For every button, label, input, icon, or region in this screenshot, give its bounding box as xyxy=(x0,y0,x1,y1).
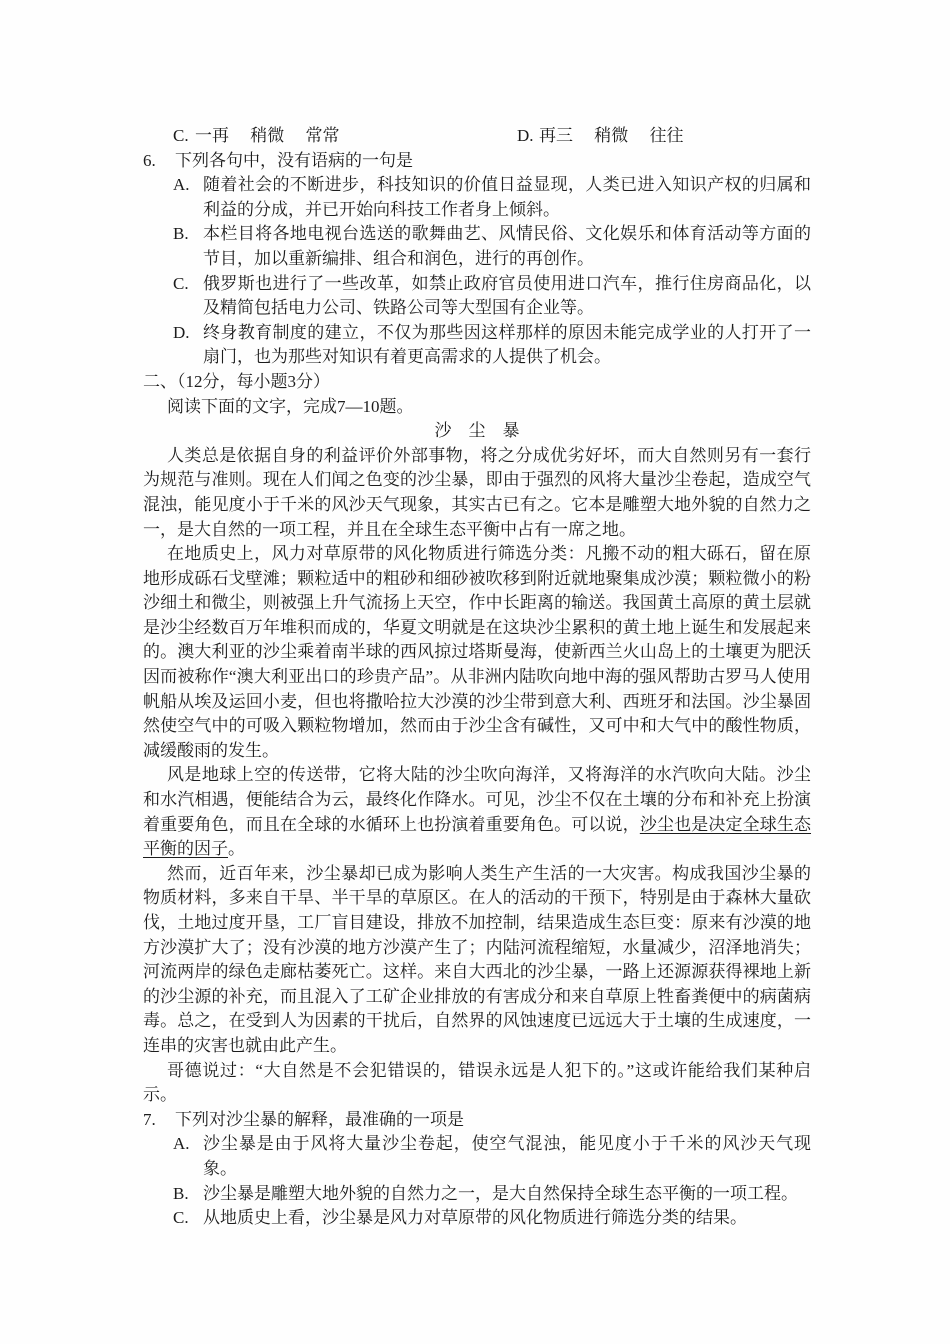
question6-stem-row xyxy=(143,149,811,174)
option-text: 沙尘暴是雕塑大地外貌的自然力之一，是大自然保持全球生态平衡的一项工程。 xyxy=(203,1183,798,1203)
option-text: 终身教育制度的建立，不仅为那些因这样那样的原因未能完成学业的人打开了一扇门，也为那些对知识有着更高需求的人提供了机会。 xyxy=(203,322,811,367)
question7-stem: 下列对沙尘暴的解释，最准确的一项是 xyxy=(175,1109,464,1129)
option-label: C. xyxy=(173,1208,189,1228)
question7-option-a xyxy=(173,1132,811,1181)
article-paragraph-5: 哥德说过：“大自然是不会犯错误的，错误永远是人犯下的。”这或许能给我们某种启示。 xyxy=(143,1060,811,1105)
question7-option-b xyxy=(173,1182,811,1207)
option-label: C. xyxy=(173,273,189,293)
paragraph-text: 。 xyxy=(228,839,245,859)
question6-option-a xyxy=(173,173,811,222)
question6-option-d xyxy=(173,321,811,370)
option-text: 本栏目将各地电视台选送的歌舞曲艺、风情民俗、文化娱乐和体育活动等方面的节目，加以重新编排、组合和润色，进行的再创作。 xyxy=(203,224,811,268)
option-label: A. xyxy=(173,175,190,195)
option-text: 一再 稍微 常常 xyxy=(195,126,340,145)
question6-number: 6. xyxy=(143,150,156,170)
question5-option-c xyxy=(173,124,487,149)
option-label: D. xyxy=(173,322,190,342)
option-label: B. xyxy=(173,1183,189,1203)
option-label: A. xyxy=(173,1134,190,1154)
underlined-phrase: 沙尘也是决定全球生态平衡的因子 xyxy=(143,814,812,859)
article-paragraph-2: 在地质史上，风力对草原带的风化物质进行筛选分类：凡搬不动的粗大砾石，留在原地形成砾石戈壁滩；颗粒适中的粗砂和细砂被吹移到附近就地聚集成沙漠；颗粒微小的粉沙细土和微尘，则被强上升气流扬上天空，作中长距离的输送。我国黄土高原的黄土层就是沙尘经数百万年堆积而成的，华夏文明就是在这块沙尘累积的黄土地上诞生和发展起来的。澳大利亚的沙尘乘着南半球的西风掠过塔斯曼海，使新西兰火山岛上的土壤更为肥沃因而被称作“澳大利亚出口的珍贵产品”。从非洲内陆吹向地中海的强风帮助古罗马人使用帆船从埃及运回小麦，但也将撒哈拉大沙漠的沙尘带到意大利、西班牙和法国。沙尘暴固然使空气中的可吸入颗粒物增加，然而由于沙尘含有碱性，又可中和大气中的酸性物质，减缓酸雨的发生。 xyxy=(143,544,811,760)
option-label: B. xyxy=(173,224,189,244)
question6-option-b xyxy=(173,222,811,271)
option-text: 随着社会的不断进步，科技知识的价值日益显现，人类已进入知识产权的归属和利益的分成，并已开始向科技工作者身上倾斜。 xyxy=(203,175,811,219)
question6-stem: 下列各句中，没有语病的一句是 xyxy=(175,150,413,170)
option-text: 再三 稍微 往往 xyxy=(539,126,684,145)
question6-option-c xyxy=(173,272,811,321)
article-paragraph-1: 人类总是依据自身的利益评价外部事物，将之分成优劣好坏，而大自然则另有一套行为规范与准则。现在人们闻之色变的沙尘暴，即由于强烈的风将大量沙尘卷起，造成空气混浊，能见度小于千米的风沙天气现象，其实古已有之。它本是雕塑大地外貌的自然力之一，是大自然的一项工程，并且在全球生态平衡中占有一席之地。 xyxy=(143,445,811,539)
article-paragraph-4: 然而，近百年来，沙尘暴却已成为影响人类生产生活的一大灾害。构成我国沙尘暴的物质材料，多来自干旱、半干旱的草原区。在人的活动的干预下，特别是由于森林大量砍伐，土地过度开垦，工厂盲目建设，排放不加控制，结果造成生态巨变：原来有沙漠的地方沙漠扩大了；没有沙漠的地方沙漠产生了；内陆河流程缩短，水量减少，沼泽地消失；河流两岸的绿色走廊枯萎死亡。这样。来自大西北的沙尘暴，一路上还源源获得裸地上新的沙尘源的补充，而且混入了工矿企业排放的有害成分和来自草原上牲畜粪便中的病菌病毒。总之，在受到人为因素的干扰后，自然界的风蚀速度已远远大于土壤的生成速度，一连串的灾害也就由此产生。 xyxy=(143,863,811,1055)
question5-option-d xyxy=(517,124,684,149)
article-paragraph-3 xyxy=(143,763,811,861)
question7-number: 7. xyxy=(143,1109,156,1129)
paragraph-text: 风是地球上空的传送带，它将大陆的沙尘吹向海洋，又将海洋的水汽吹向大陆。沙尘和水汽相遇，便能结合为云，最终化作降水。可见，沙尘不仅在土壤的分布和补充上扮演着重要角色，而且在全球的水循环上也扮演着重要角色。可以说， xyxy=(143,765,811,834)
reading-instruction: 阅读下面的文字，完成7—10题。 xyxy=(167,396,414,416)
article-title: 沙 尘 暴 xyxy=(434,421,520,441)
section-two-heading: 二、（12分，每小题3分） xyxy=(143,371,330,391)
question7-option-c xyxy=(173,1206,811,1231)
option-text: 从地质史上看，沙尘暴是风力对草原带的风化物质进行筛选分类的结果。 xyxy=(203,1208,747,1228)
option-label: D. xyxy=(517,126,534,145)
option-label: C. xyxy=(173,126,189,145)
option-text: 沙尘暴是由于风将大量沙尘卷起，使空气混浊，能见度小于千米的风沙天气现象。 xyxy=(203,1134,811,1178)
option-text: 俄罗斯也进行了一些改革，如禁止政府官员使用进口汽车，推行住房商品化，以及精简包括电力公司、铁路公司等大型国有企业等。 xyxy=(203,273,811,318)
question7-stem-row xyxy=(143,1108,811,1133)
question5-options-row xyxy=(143,124,811,149)
exam-content xyxy=(143,124,811,1231)
